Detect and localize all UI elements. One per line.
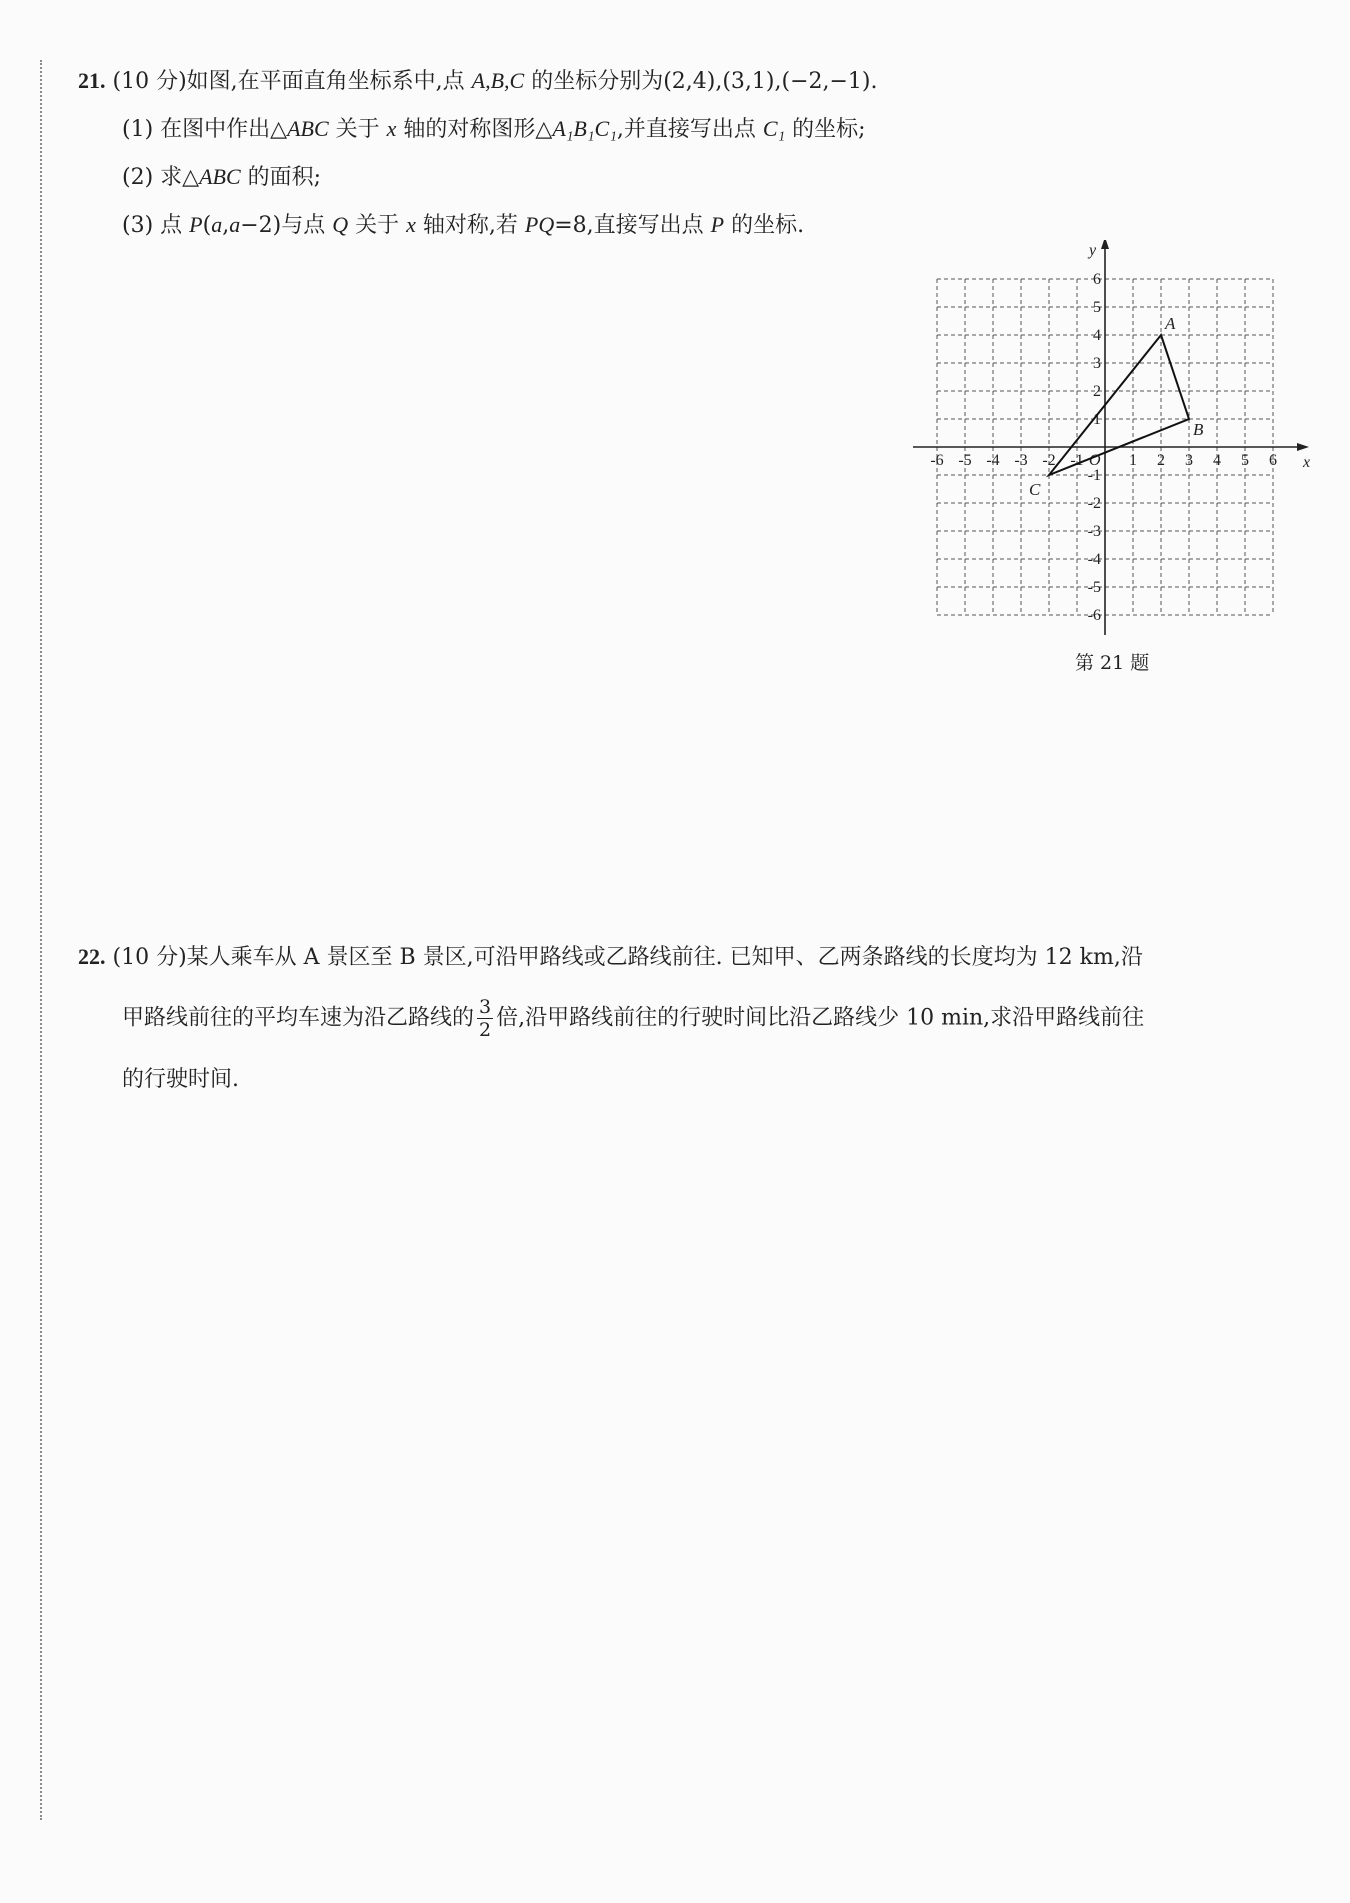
coordinate-grid-figure: [912, 240, 1322, 640]
x-tick-label: 4: [1213, 452, 1221, 469]
figure-caption: 第 21 题: [1075, 652, 1150, 674]
y-tick-label: 1: [1093, 411, 1101, 428]
question-21-part-2: (2) 求△ABC 的面积;: [122, 164, 322, 190]
binding-margin-line: [40, 60, 42, 1820]
y-tick-label: -4: [1087, 551, 1101, 568]
y-axis-label: y: [1089, 242, 1097, 259]
point-label-a: A: [1165, 314, 1176, 333]
question-number: 22.: [78, 944, 106, 969]
y-tick-label: -2: [1087, 495, 1101, 512]
question-score: (10 分): [112, 945, 187, 970]
question-22-line-1: 22. (10 分)某人乘车从 A 景区至 B 景区,可沿甲路线或乙路线前往. 已知甲、乙两条路线的长度均为 12 km,沿: [78, 944, 1143, 970]
x-tick-label: 3: [1185, 452, 1193, 469]
question-21-stem: 21. (10 分)如图,在平面直角坐标系中,点 A,B,C 的坐标分别为(2,4),(3,1),(−2,−1).: [78, 68, 878, 94]
x-tick-label: -1: [1070, 452, 1084, 469]
x-tick-label: 5: [1241, 452, 1249, 469]
y-tick-label: -3: [1087, 523, 1101, 540]
x-axis-arrow: [1297, 443, 1309, 451]
y-tick-label: 5: [1093, 299, 1101, 316]
y-tick-label: -1: [1087, 467, 1101, 484]
x-tick-label: -5: [958, 452, 972, 469]
x-tick-label: -6: [930, 452, 944, 469]
question-22-line-2: 甲路线前往的平均车速为沿乙路线的 $\frac{3}{2}$ 倍,沿甲路线前往的行驶时间比沿乙路线少 10 min,求沿甲路线前往: [122, 996, 1145, 1041]
origin-label: O: [1089, 452, 1101, 469]
fraction: $\frac{3}{2}$: [479, 996, 492, 1041]
x-tick-label: 2: [1157, 452, 1165, 469]
point-label-c: C: [1029, 480, 1041, 499]
y-tick-label: 6: [1093, 271, 1101, 288]
x-tick-label: -4: [986, 452, 1000, 469]
question-21-part-3: (3) 点 P(a,a−2)与点 Q 关于 x 轴对称,若 PQ=8,直接写出点 P 的坐标.: [122, 212, 805, 238]
point-label-b: B: [1193, 420, 1204, 439]
question-number: 21.: [78, 68, 106, 93]
x-tick-label: 1: [1129, 452, 1137, 469]
x-tick-label: -3: [1014, 452, 1028, 469]
x-tick-label: 6: [1269, 452, 1277, 469]
x-tick-label: -2: [1042, 452, 1056, 469]
y-tick-label: 3: [1093, 355, 1101, 372]
y-tick-label: -5: [1087, 579, 1101, 596]
question-21-part-1: (1) 在图中作出△ABC 关于 x 轴的对称图形△A₁B₁C₁,并直接写出点 C₁ 的坐标;: [122, 116, 866, 142]
question-22-line-3: 的行驶时间.: [122, 1067, 239, 1092]
y-tick-label: 4: [1093, 327, 1101, 344]
x-axis-label: x: [1303, 454, 1311, 471]
y-axis-arrow: [1101, 240, 1109, 249]
y-tick-label: -6: [1087, 607, 1101, 624]
question-score: (10 分): [112, 69, 187, 94]
y-tick-label: 2: [1093, 383, 1101, 400]
